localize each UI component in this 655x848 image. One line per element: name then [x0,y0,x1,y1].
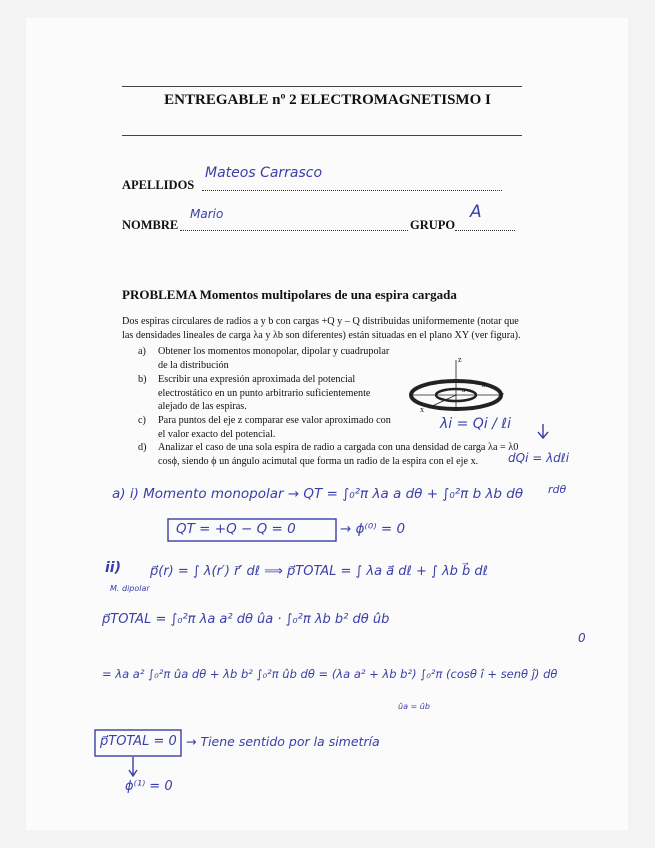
item-key: d) [138,442,147,453]
hw-dipole-potential: ϕ⁽¹⁾ = 0 [125,779,173,794]
item-key: c) [138,415,146,426]
problem-title: PROBLEMA Momentos multipolares de una espira cargada [122,287,457,302]
down-arrow [538,424,548,438]
apellidos-value: Mateos Carrasco [205,165,323,181]
hw-dipole-total: p⃗TOTAL = ∫₀²π λa a² dθ ûa · ∫₀²π λb b² dθ ûb [102,612,390,627]
problem-intro: Dos espiras circulares de radios a y b con cargas +Q y – Q distribuidas uniformemente (notar que las densidades lineales de carga λa y λb son diferentes) están situadas en el plano XY (ver figura). [122,316,521,341]
hw-monopole-potential: → ϕ⁽⁰⁾ = 0 [340,521,406,537]
hw-monopole-result: QT = +Q − Q = 0 [176,521,296,537]
figure-z-label: z [458,355,462,364]
nombre-label: NOMBRE [122,218,179,232]
dl-note: rdθ [548,483,567,496]
hw-dipole-sub: M. dipolar [110,584,150,593]
apellidos-label: APELLIDOS [122,178,195,192]
hw-dipole-label: ii) [105,560,121,576]
hw-dipole-result: p⃗TOTAL = 0 [100,734,177,749]
item-text: Para puntos del eje z comparar ese valor aproximado con el valor exacto del potencial. [158,415,391,440]
document-title: ENTREGABLE nº 2 ELECTROMAGNETISMO I [164,92,491,108]
figure-x-label: x [420,405,424,414]
hw-dipole-def: p⃗(r) = ∫ λ(r′) r⃗′ dℓ ⟹ p⃗TOTAL = ∫ λa a⃗ dℓ + ∫ λb b⃗ dℓ [150,564,489,579]
hw-zero-note: 0 [578,631,586,645]
figure-b-label: b [482,381,486,389]
dq-note: dQi = λdℓi [508,451,570,465]
item-text: Escribir una expresión aproximada del potencial electrostático en un punto arbitrario suficientemente alejado de las espiras. [158,374,371,412]
item-text: Obtener los momentos monopolar, dipolar y cuadrupolar de la distribución [158,346,390,371]
result-arrow [129,757,137,776]
item-text: Analizar el caso de una sola espira de radio a cargada con una densidad de carga λa = λ0 cosϕ, siendo ϕ un ángulo acimutal que forma un radio de la espira con el eje x. [158,442,519,467]
hw-dipole-expand: = λa a² ∫₀²π ûa dθ + λb b² ∫₀²π ûb dθ = (λa a² + λb b²) ∫₀²π (cosθ î + senθ ĵ) dθ [102,667,558,681]
lambda-note: λi = Qi / ℓi [440,416,512,432]
handwriting-strokes [95,424,548,776]
nombre-value: Mario [190,207,224,221]
item-key: a) [138,346,146,357]
hw-unit-note: ûa = ûb [398,702,430,711]
hw-dipole-comment: → Tiene sentido por la simetría [186,734,380,749]
figure-y-label: y [500,390,504,399]
hw-line-monopole: a) i) Momento monopolar → QT = ∫₀²π λa a dθ + ∫₀²π b λb dθ [112,486,524,502]
grupo-label: GRUPO [410,218,456,232]
figure-a-label: a [462,386,466,394]
grupo-value: A [470,202,482,222]
item-key: b) [138,374,147,385]
